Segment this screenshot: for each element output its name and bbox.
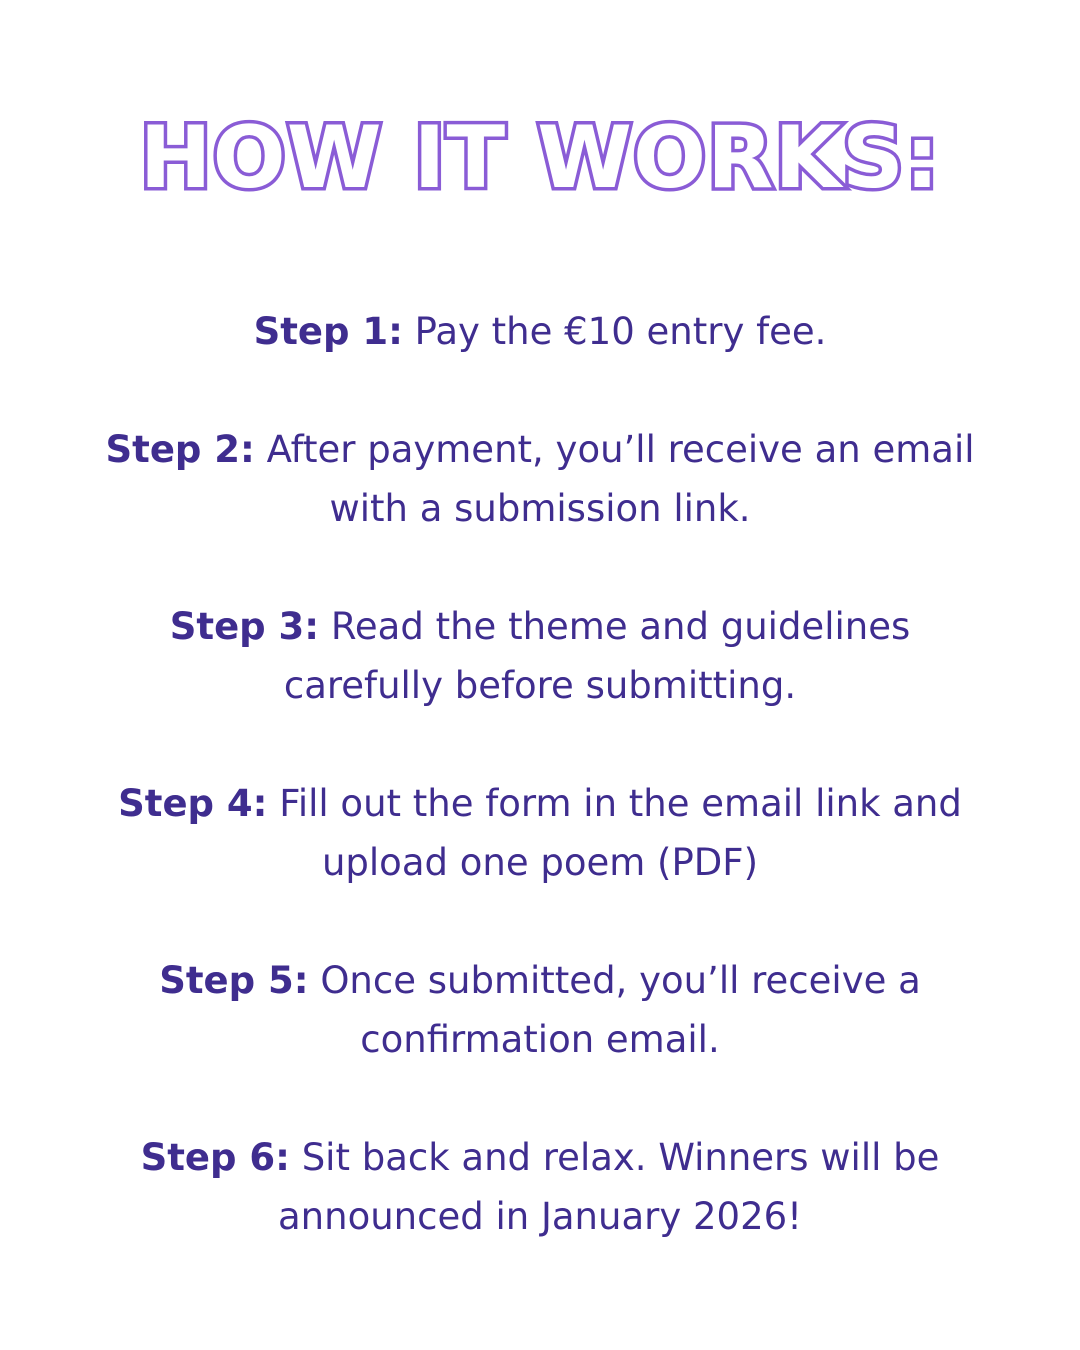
step-text: Fill out the form in the email link and upload one poem (PDF) [279,782,962,884]
step-label: Step 1: [253,310,403,353]
step-item [90,1128,990,1246]
steps-list [90,302,990,1305]
step-item [90,597,990,715]
step-text: Once submitted, you’ll receive a confirmation email. [320,959,921,1061]
step-item [90,951,990,1069]
step-label: Step 5: [159,959,309,1002]
step-item [90,420,990,538]
step-text: After payment, you’ll receive an email with a submission link. [266,428,975,530]
step-item [90,302,990,361]
page-title: HOW IT WORKS: [139,108,941,208]
step-label: Step 4: [118,782,268,825]
step-text: Read the theme and guidelines carefully before submitting. [283,605,911,707]
step-text: Sit back and relax. Winners will be announced in January 2026! [278,1136,940,1238]
step-item [90,774,990,892]
step-label: Step 6: [140,1136,290,1179]
step-label: Step 3: [169,605,320,648]
step-text: Pay the €10 entry fee. [414,310,827,353]
step-label: Step 2: [105,428,255,471]
